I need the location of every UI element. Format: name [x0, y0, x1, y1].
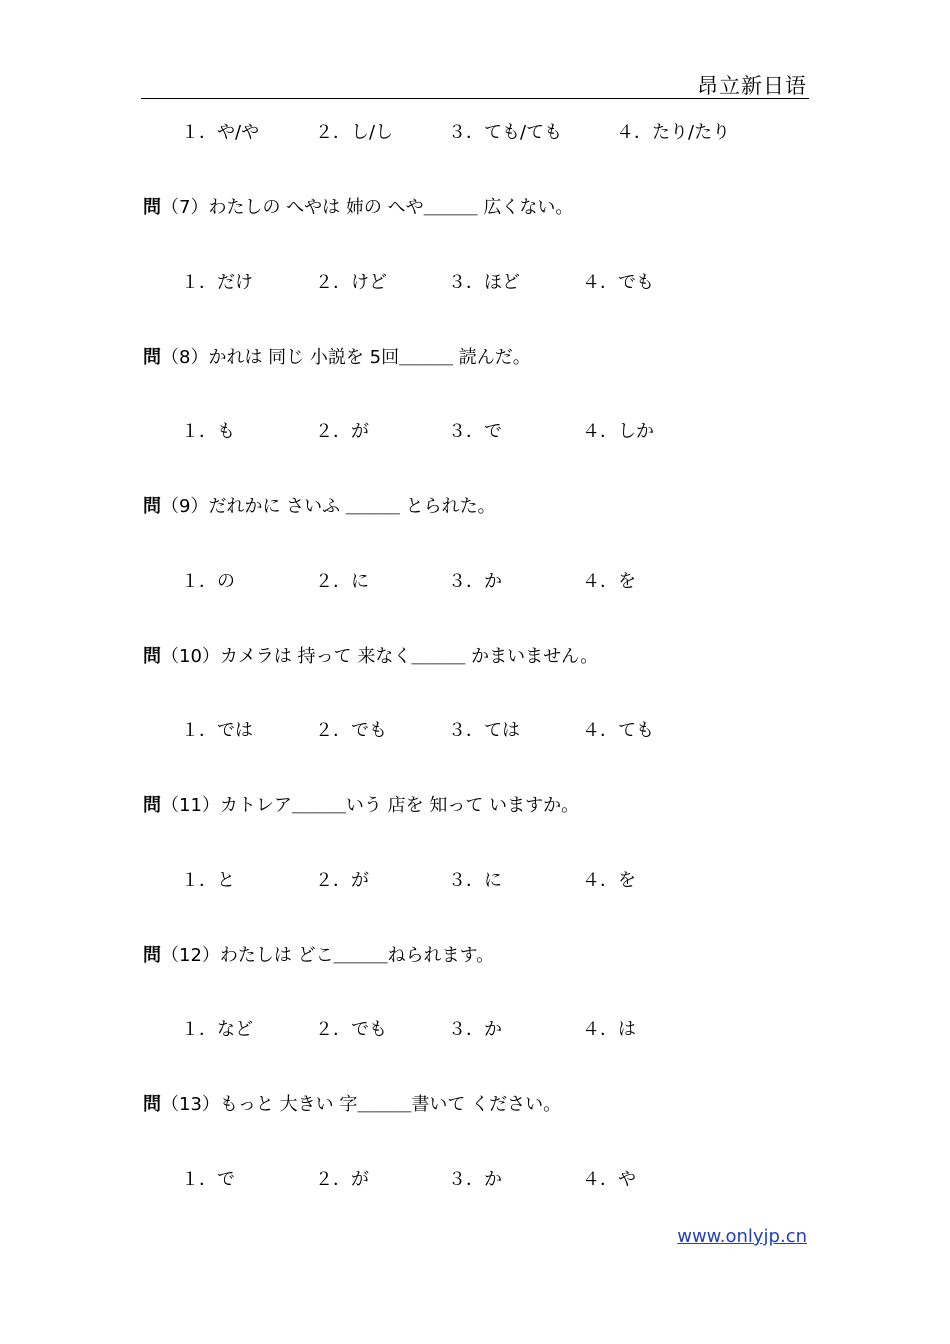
header-divider	[141, 98, 809, 99]
option-4: ４．は	[582, 1019, 636, 1040]
option-2: ２．に	[315, 571, 369, 592]
option-2: ２．し/し	[315, 122, 394, 143]
question-8	[0, 346, 950, 370]
question-text: （11）カトレア＿＿＿いう 店を 知って いますか。	[161, 795, 580, 816]
option-4: ４．を	[582, 870, 636, 891]
question-marker: 問	[143, 496, 161, 517]
option-2: ２．が	[315, 1169, 369, 1190]
question-marker: 問	[143, 197, 161, 218]
option-1: １．では	[181, 720, 253, 741]
option-4: ４．たり/たり	[616, 122, 731, 143]
option-3: ３．か	[448, 1169, 502, 1190]
option-4: ４．でも	[582, 272, 654, 293]
option-2: ２．が	[315, 421, 369, 442]
question-12	[0, 944, 950, 968]
question-text: （9）だれかに さいふ ＿＿＿ とられた。	[161, 496, 496, 517]
option-1: １．だけ	[181, 272, 253, 293]
option-1: １．も	[181, 421, 235, 442]
option-1: １．など	[181, 1019, 253, 1040]
question-marker: 問	[143, 945, 161, 966]
question-marker: 問	[143, 646, 161, 667]
option-3: ３．に	[448, 870, 502, 891]
option-1: １．で	[181, 1169, 235, 1190]
option-2: ２．が	[315, 870, 369, 891]
question-text: （13）もっと 大きい 字＿＿＿書いて ください。	[161, 1094, 562, 1115]
option-3: ３．ては	[448, 720, 520, 741]
option-3: ３．か	[448, 1019, 502, 1040]
question-text: （10）カメラは 持って 来なく＿＿＿ かまいません。	[161, 646, 599, 667]
option-4: ４．しか	[582, 421, 654, 442]
option-3: ３．ても/ても	[448, 122, 563, 143]
question-marker: 問	[143, 1094, 161, 1115]
footer-website-link[interactable]: www.onlyjp.cn	[677, 1226, 807, 1247]
question-marker: 問	[143, 795, 161, 816]
option-3: ３．で	[448, 421, 502, 442]
option-1: １．と	[181, 870, 235, 891]
question-11	[0, 794, 950, 818]
question-marker: 問	[143, 347, 161, 368]
option-1: １．の	[181, 571, 235, 592]
option-4: ４．ても	[582, 720, 654, 741]
question-9	[0, 495, 950, 519]
question-text: （8）かれは 同じ 小説を 5回＿＿＿ 読んだ。	[161, 347, 531, 368]
question-7	[0, 196, 950, 220]
option-1: １．や/や	[181, 122, 260, 143]
option-4: ４．を	[582, 571, 636, 592]
option-3: ３．ほど	[448, 272, 520, 293]
option-2: ２．けど	[315, 272, 387, 293]
question-text: （12）わたしは どこ＿＿＿ねられます。	[161, 945, 495, 966]
option-2: ２．でも	[315, 1019, 387, 1040]
option-3: ３．か	[448, 571, 502, 592]
header-title: 昂立新日语	[697, 74, 807, 98]
question-13	[0, 1093, 950, 1117]
option-2: ２．でも	[315, 720, 387, 741]
option-4: ４．や	[582, 1169, 636, 1190]
question-10	[0, 645, 950, 669]
question-text: （7）わたしの へやは 姉の へや＿＿＿ 広くない。	[161, 197, 574, 218]
